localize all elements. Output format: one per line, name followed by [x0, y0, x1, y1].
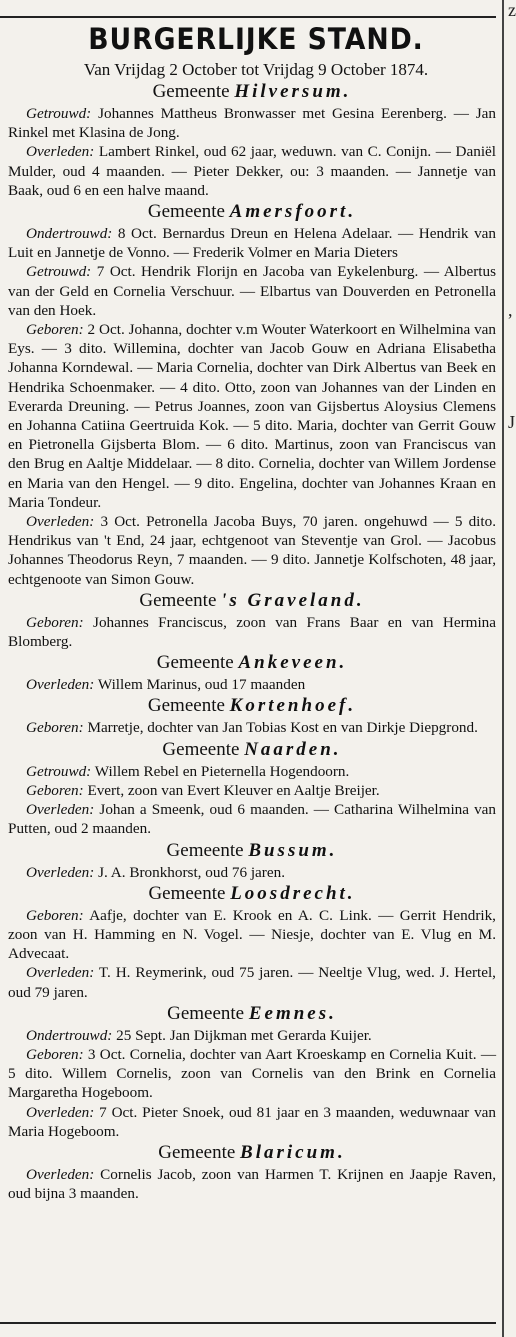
registry-entry: [8, 781, 496, 800]
entry-text: Johan a Smeenk, oud 6 maanden. — Catharina Wilhelmina van Putten, oud 2 maanden.: [8, 801, 497, 838]
registry-entry: [8, 224, 496, 262]
gemeente-name: Amersfoort.: [229, 201, 357, 223]
entry-text: 2 Oct. Johanna, dochter v.m Wouter Waterkoort en Wilhelmina van Eys. — 3 dito. Willemina, dochter van Jacob Gouw en Adriana Elisabetha Johanna Korndewal. — Maria Cornelia, dochter van Dirk Albertus van Beek en Hendrika Schoenmaker. — 4 dito. Otto, zoon van Johannes van der Linden en Everarda Dreuning. — Petrus Joannes, zoon van Gijsbertus Aloysius Clemens en Johanna Catiina Geertruida Kok. — 5 dito. Maria, dochter van Gerrit Gouw en Pietronella Gijsberta Blom. — 6 dito. Martinus, zoon van Franciscus van den Brug en Aaltje Middelaar. — 8 dito. Cornelia, dochter van Willem Jordense en Maria van den Hengel. — 9 dito. Engelina, dochter van Johannes Kraan en Maria Tondeur.: [8, 321, 497, 511]
entry-label: Overleden:: [26, 801, 95, 819]
gemeente-prefix: Gemeente: [148, 882, 226, 904]
entry-label: Overleden:: [26, 513, 95, 531]
gemeente-prefix: Gemeente: [152, 81, 230, 102]
registry-entry: [8, 613, 496, 651]
entry-text: 7 Oct. Pieter Snoek, oud 81 jaar en 3 maanden, weduwnaar van Maria Hogeboom.: [8, 1103, 497, 1140]
gemeente-heading: [8, 1002, 496, 1026]
entry-label: Getrouwd:: [26, 263, 92, 281]
entry-text: Willem Rebel en Pieternella Hogendoorn.: [94, 762, 350, 780]
gemeente-name: Naarden.: [244, 738, 342, 760]
gemeente-heading: [8, 738, 496, 762]
entry-text: Evert, zoon van Evert Kleuver en Aaltje Breijer.: [87, 781, 380, 799]
registry-entry: [8, 104, 496, 142]
entry-label: Overleden:: [26, 676, 95, 694]
entry-text: T. H. Reymerink, oud 75 jaren. — Neeltje Vlug, wed. J. Hertel, oud 79 jaren.: [8, 964, 496, 1001]
registry-entry: [8, 1026, 496, 1045]
registry-entry: [8, 262, 496, 320]
entry-label: Overleden:: [26, 143, 95, 161]
entry-text: Marretje, dochter van Jan Tobias Kost en van Dirkje Diepgrond.: [87, 719, 478, 737]
registry-entry: [8, 512, 496, 589]
entry-text: Lambert Rinkel, oud 62 jaar, weduwn. van C. Conijn. — Daniël Mulder, oud 4 maanden. — Pieter Dekker, ou: 3 maanden. — Jannetje van Baak, oud 6 en een halve maand.: [8, 143, 496, 199]
entry-label: Overleden:: [26, 863, 95, 881]
entry-label: Geboren:: [26, 906, 84, 924]
gemeente-heading: [8, 589, 496, 613]
entry-label: Geboren:: [26, 321, 84, 339]
gemeente-name: Loosdrecht.: [230, 882, 356, 904]
entry-label: Geboren:: [26, 719, 84, 737]
entry-text: J. A. Bronkhorst, oud 76 jaren.: [98, 863, 285, 881]
gemeente-heading: [8, 694, 496, 718]
article-period: Van Vrijdag 2 October tot Vrijdag 9 October 1874.: [83, 60, 429, 79]
registry-entry: [8, 762, 496, 781]
registry-entry: [8, 718, 496, 737]
entry-text: Johannes Mattheus Bronwasser met Gesina Eerenberg. — Jan Rinkel met Klasina de Jong.: [8, 105, 497, 142]
gemeente-heading: [8, 839, 496, 863]
gemeente-name: 's Graveland.: [221, 589, 365, 611]
gemeente-name: Blaricum.: [240, 1141, 346, 1163]
gemeente-name: Bussum.: [248, 839, 338, 861]
gemeente-heading: [8, 80, 496, 104]
gemeente-name: Ankeveen.: [238, 652, 348, 674]
article-body: [8, 80, 496, 1203]
registry-entry: [8, 320, 496, 512]
registry-entry: [8, 142, 496, 200]
entry-label: Ondertrouwd:: [26, 1026, 113, 1044]
gemeente-heading: [8, 200, 496, 224]
gemeente-heading: [8, 651, 496, 675]
entry-text: Cornelis Jacob, zoon van Harmen T. Krijnen en Jaapje Raven, oud bijna 3 maanden.: [8, 1165, 496, 1203]
entry-label: Getrouwd:: [26, 105, 92, 122]
entry-text: Aafje, dochter van E. Krook en A. C. Link. — Gerrit Hendrik, zoon van H. Hamming en N. Vogel. — Niesje, dochter van E. Vlug en M. Advecaat.: [8, 906, 496, 963]
entry-text: 3 Oct. Petronella Jacoba Buys, 70 jaren. ongehuwd — 5 dito. Hendrikus van 't End, 24 jaar, echtgenoot van Steventje van Grol. — Jacobus Johannes Theodorus Reyn, 7 maanden. — 9 dito. Jannetje Kolfschoten, 48 jaar, echtgenoote van Simon Gouw.: [8, 513, 496, 588]
registry-entry: [8, 1165, 496, 1203]
gemeente-prefix: Gemeente: [156, 652, 234, 674]
entry-label: Overleden:: [26, 964, 95, 982]
registry-entry: [8, 800, 496, 838]
entry-text: 8 Oct. Bernardus Dreun en Helena Adelaar. — Hendrik van Luit en Jannetje de Vonno. — Frederik Volmer en Maria Dieters: [8, 225, 496, 262]
gemeente-name: Eemnes.: [248, 1002, 337, 1024]
registry-entry: [8, 906, 496, 964]
edge-mark: ,: [508, 300, 513, 320]
entry-text: 25 Sept. Jan Dijkman met Gerarda Kuijer.: [116, 1026, 372, 1044]
registry-entry: [8, 675, 496, 694]
gemeente-heading: [8, 1141, 496, 1165]
gemeente-heading: [8, 882, 496, 906]
entry-label: Geboren:: [26, 781, 84, 799]
edge-mark: J: [508, 412, 516, 432]
registry-entry: [8, 863, 496, 882]
entry-label: Overleden:: [26, 1165, 95, 1183]
article-headline: BURGERLIJKE STAND.: [88, 22, 424, 56]
entry-label: Geboren:: [26, 613, 84, 631]
entry-label: Getrouwd:: [26, 762, 92, 780]
gemeente-prefix: Gemeente: [166, 839, 244, 861]
bottom-rule: [0, 1322, 496, 1324]
entry-text: 7 Oct. Hendrik Florijn en Jacoba van Eykelenburg. — Albertus van der Geld en Cornelia Verschuur. — Elbartus van Douverden en Petronella van den Hoek.: [8, 263, 497, 319]
registry-entry: [8, 1045, 496, 1103]
edge-mark: z: [508, 0, 516, 20]
entry-text: 3 Oct. Cornelia, dochter van Aart Kroeskamp en Cornelia Kuit. — 5 dito. Willem Cornelis, zoon van Cornelis van den Brink en Cornelia Margaretha Hogeboom.: [8, 1045, 497, 1102]
entry-text: Willem Marinus, oud 17 maanden: [97, 676, 306, 694]
gemeente-prefix: Gemeente: [139, 589, 217, 611]
entry-label: Geboren:: [26, 1045, 84, 1063]
gemeente-prefix: Gemeente: [167, 1002, 245, 1024]
gemeente-name: Hilversum.: [234, 81, 352, 102]
entry-label: Overleden:: [26, 1103, 95, 1121]
registry-entry: [8, 1103, 496, 1141]
gemeente-prefix: Gemeente: [147, 201, 225, 223]
entry-text: Johannes Franciscus, zoon van Frans Baar en van Hermina Blomberg.: [8, 613, 496, 651]
entry-label: Ondertrouwd:: [26, 225, 113, 243]
registry-entry: [8, 963, 496, 1001]
column-rule: [502, 0, 504, 1337]
gemeente-prefix: Gemeente: [147, 695, 225, 717]
top-rule: [0, 16, 496, 18]
gemeente-prefix: Gemeente: [158, 1141, 236, 1163]
gemeente-prefix: Gemeente: [162, 738, 240, 760]
gemeente-name: Kortenhoef.: [229, 695, 357, 717]
